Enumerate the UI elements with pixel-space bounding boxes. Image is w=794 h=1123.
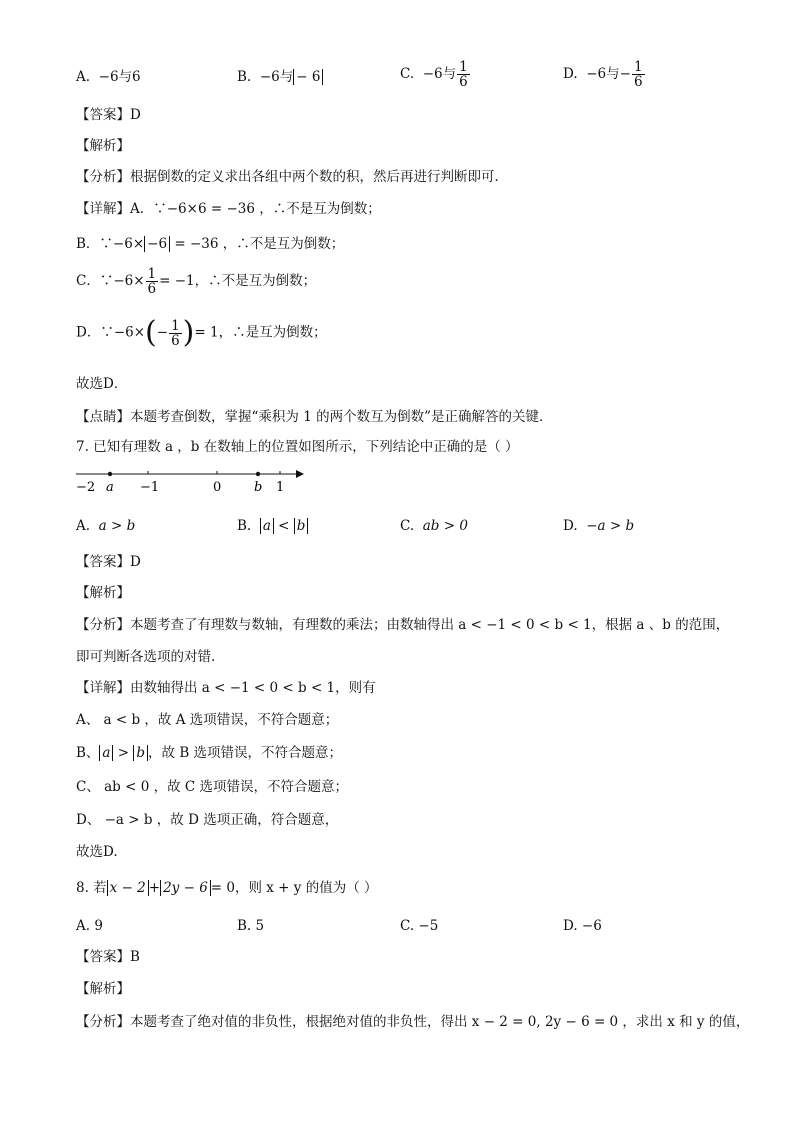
- item-abs: b: [133, 745, 148, 761]
- q6-option-b: [237, 68, 323, 86]
- label-minus-2: −2: [76, 480, 96, 495]
- label-minus-1: −1: [140, 480, 160, 495]
- option-letter: C.: [400, 518, 415, 534]
- denominator: 6: [633, 74, 643, 90]
- q6-detail-d: [76, 315, 327, 350]
- option-text: <: [273, 518, 294, 534]
- point-a: [108, 472, 112, 476]
- fraction: [632, 60, 645, 89]
- option-letter: A.: [76, 69, 91, 85]
- q7-stem: 7. 已知有理数 a ，b 在数轴上的位置如图所示，下列结论中正确的是（ ）: [76, 439, 519, 455]
- stem-abs: 2y − 6: [160, 880, 211, 896]
- option-abs: b: [294, 518, 309, 534]
- q7-analysis-1: 【分析】本题考查了有理数与数轴，有理数的乘法；由数轴得出 a < −1 < 0 < b < 1，根据 a 、b 的范围，: [76, 617, 730, 633]
- option-letter: C.: [400, 66, 415, 82]
- option-abs: − 6: [293, 69, 323, 85]
- option-abs: a: [260, 518, 274, 534]
- q8-answer: 【答案】B: [76, 949, 140, 965]
- q6-answer: 【答案】D: [76, 107, 141, 123]
- number-line: [70, 466, 310, 496]
- option-text: −6与: [422, 66, 457, 82]
- option-text: −a > b: [586, 518, 635, 534]
- detail-text: = −36 ，∴不是互为倒数；: [170, 236, 345, 252]
- item-text: >: [113, 745, 134, 761]
- stem-text: 8. 若: [76, 880, 107, 896]
- q8-option-b: B. 5: [237, 918, 265, 934]
- q8-option-a: A. 9: [76, 918, 103, 934]
- q7-conclusion: 故选D.: [76, 844, 118, 860]
- item-text: B、: [76, 745, 100, 761]
- label-b: b: [254, 480, 263, 495]
- minus-sign: −: [156, 324, 169, 341]
- q7-jiexi: 【解析】: [76, 585, 130, 601]
- q6-detail-a: 【详解】A．∵−6×6 = −36 ，∴不是互为倒数；: [76, 201, 381, 217]
- fraction: [169, 319, 182, 348]
- q6-option-c: [400, 60, 471, 89]
- q7-analysis-2: 即可判断各选项的对错.: [76, 649, 216, 665]
- q6-analysis: 【分析】根据倒数的定义求出各组中两个数的积，然后再进行判断即可．: [76, 169, 508, 185]
- arrow-icon: [296, 470, 304, 478]
- fraction: [457, 60, 470, 89]
- denominator: 6: [171, 332, 180, 349]
- left-paren: (: [145, 315, 157, 350]
- label-0: 0: [213, 480, 222, 495]
- detail-abs: −6: [144, 236, 170, 252]
- option-letter: B.: [237, 518, 252, 534]
- q8-analysis: 【分析】本题考查了绝对值的非负性，根据绝对值的非负性，得出 x − 2 = 0, 2y − 6 = 0 ，求出 x 和 y 的值，: [76, 1014, 750, 1030]
- item-text: ，故 B 选项错误，不符合题意；: [148, 745, 343, 761]
- stem-text: = 0，则 x + y 的值为（ ）: [210, 880, 378, 896]
- option-letter: B.: [237, 69, 252, 85]
- q7-item-a: A、 a < b ，故 A 选项错误，不符合题意；: [76, 712, 339, 728]
- q6-option-d: [563, 60, 646, 89]
- q7-option-a: [76, 517, 135, 535]
- numerator: 1: [147, 266, 157, 282]
- point-b: [256, 472, 260, 476]
- q7-option-d: [563, 517, 634, 535]
- q7-answer: 【答案】D: [76, 554, 141, 570]
- option-letter: A.: [76, 518, 91, 534]
- option-text: ab > 0: [422, 518, 468, 534]
- stem-abs: x − 2: [107, 880, 149, 896]
- detail-text: = 1，∴是互为倒数；: [194, 324, 327, 341]
- option-letter: D.: [563, 66, 578, 82]
- detail-text: B．∵−6×: [76, 236, 145, 252]
- option-text: −6与6: [98, 69, 141, 85]
- q7-item-b: [76, 744, 342, 762]
- q7-detail: 【详解】由数轴得出 a < −1 < 0 < b < 1，则有: [76, 680, 376, 696]
- option-text: a > b: [98, 518, 136, 534]
- item-abs: a: [99, 745, 113, 761]
- q6-option-a: [76, 68, 141, 86]
- denominator: 6: [459, 74, 468, 90]
- option-text: −6与−: [586, 66, 631, 82]
- right-paren: ): [182, 315, 195, 350]
- option-letter: D.: [563, 518, 578, 534]
- detail-text: D．∵−6×: [76, 324, 146, 341]
- q6-detail-c: [76, 267, 316, 296]
- numerator: 1: [171, 317, 180, 334]
- numerator: 1: [459, 59, 468, 75]
- q7-item-d: D、 −a > b ，故 D 选项正确，符合题意，: [76, 812, 339, 828]
- denominator: 6: [147, 281, 157, 297]
- label-1: 1: [276, 480, 285, 495]
- q6-detail-b: [76, 235, 344, 253]
- q6-jiexi: 【解析】: [76, 138, 130, 154]
- detail-text: C．∵−6×: [76, 273, 145, 289]
- q8-stem: [76, 879, 378, 897]
- stem-text: +: [148, 880, 161, 896]
- q7-item-c: C、 ab < 0 ，故 C 选项错误，不符合题意；: [76, 779, 348, 795]
- label-a: a: [106, 480, 114, 495]
- fraction: [146, 267, 159, 296]
- q6-comment: 【点睛】本题考查倒数，掌握“乘积为 1 的两个数互为倒数”是正确解答的关键．: [76, 409, 553, 425]
- q8-option-d: D. −6: [563, 918, 602, 934]
- option-text: −6与: [259, 69, 294, 85]
- q7-option-c: [400, 517, 468, 535]
- q8-jiexi: 【解析】: [76, 981, 130, 997]
- numerator: 1: [633, 59, 643, 75]
- detail-text: = −1，∴不是互为倒数；: [159, 273, 317, 289]
- q7-option-b: [237, 517, 308, 535]
- q8-option-c: C. −5: [400, 918, 439, 934]
- q6-conclusion: 故选D．: [76, 376, 128, 392]
